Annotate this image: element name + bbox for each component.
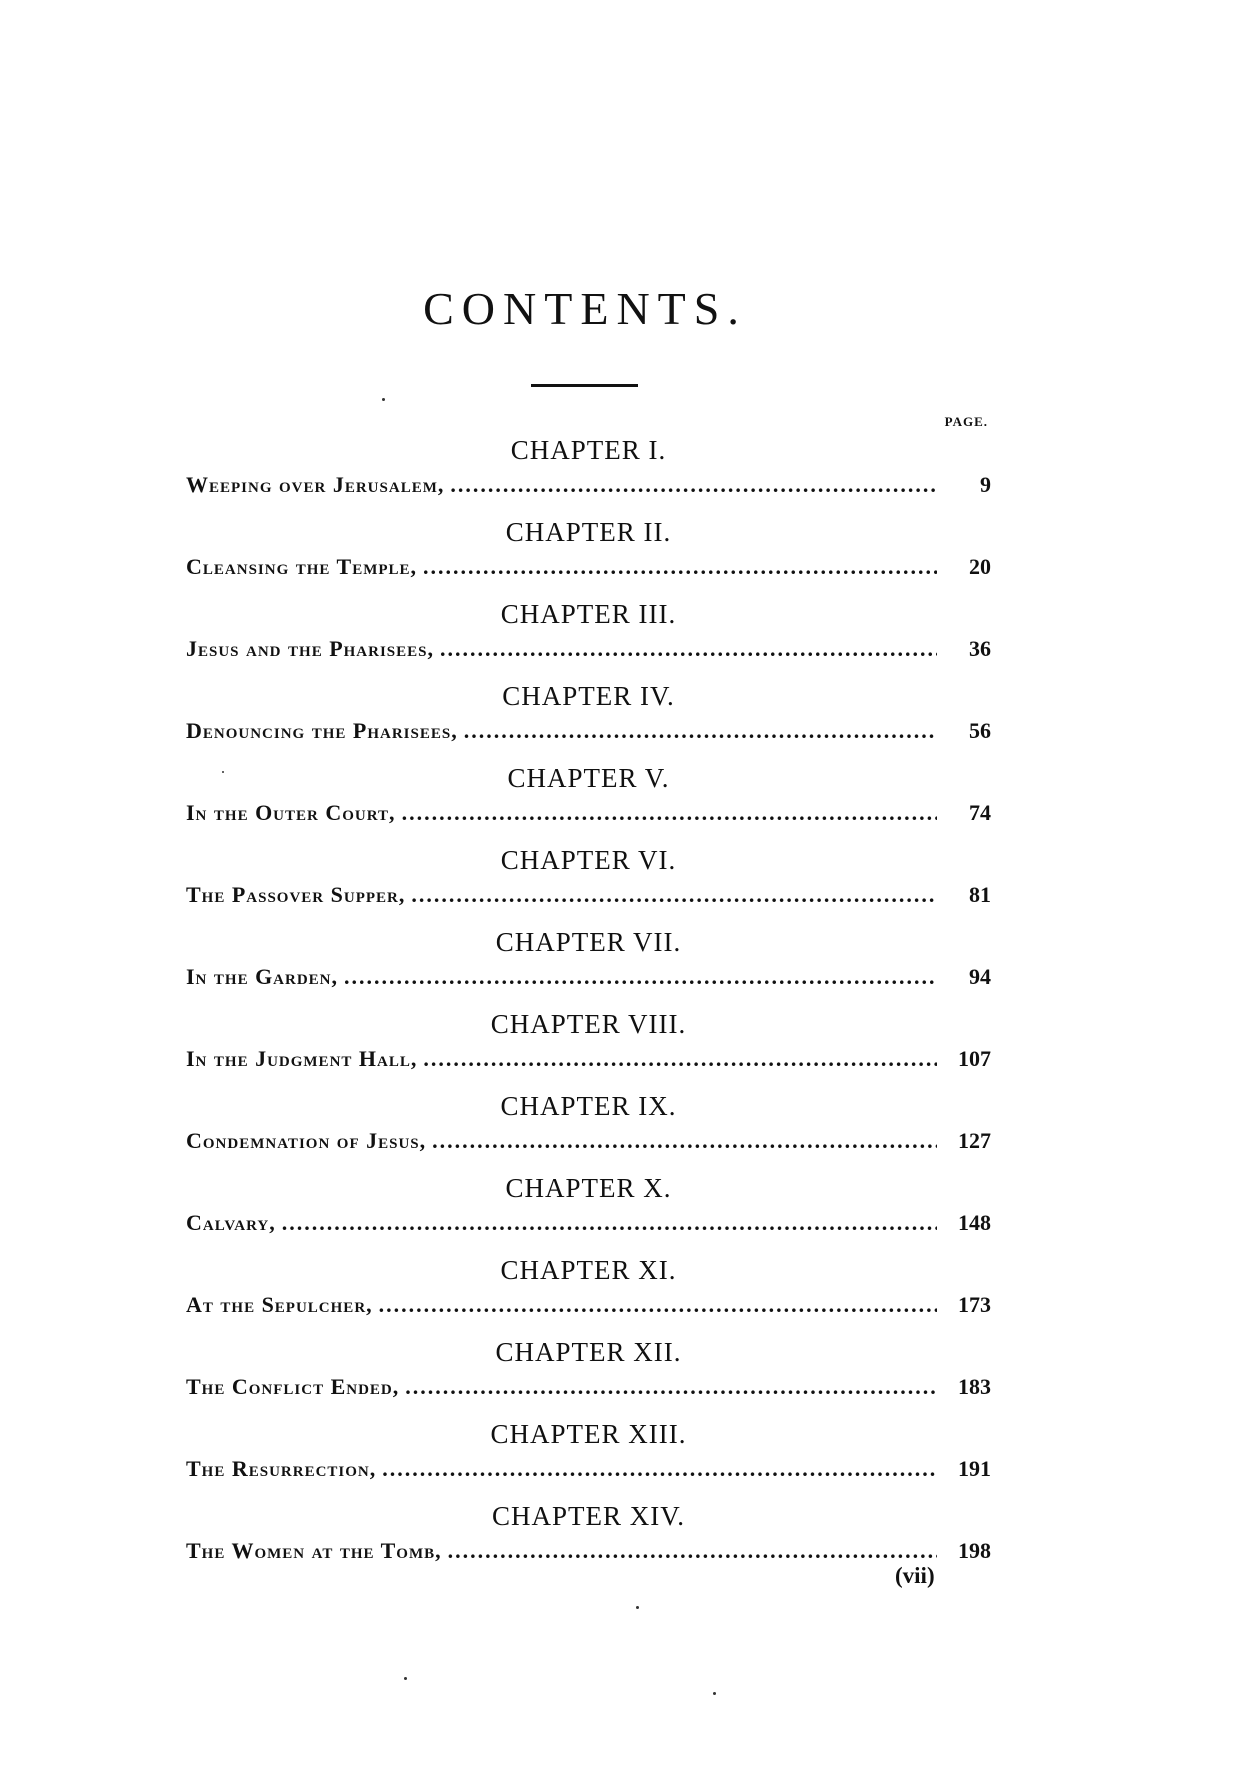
chapter-entry — [186, 1006, 991, 1088]
chapter-title: In the Outer Court, — [186, 800, 396, 825]
chapter-heading: CHAPTER IV. — [502, 681, 675, 711]
chapter-heading: CHAPTER VII. — [495, 927, 682, 957]
dot-leader — [405, 1374, 937, 1400]
toc-entry[interactable] — [186, 964, 991, 998]
dot-leader — [423, 554, 937, 580]
dot-leader — [402, 800, 937, 826]
chapter-entry — [186, 842, 991, 924]
chapter-heading: CHAPTER XIV. — [491, 1501, 686, 1531]
page-folio: (vii) — [895, 1563, 935, 1588]
toc-entry[interactable] — [186, 472, 991, 506]
chapter-page-number: 81 — [969, 882, 991, 907]
chapter-title: Condemnation of Jesus, — [186, 1128, 427, 1153]
chapter-page-number: 173 — [958, 1292, 991, 1317]
chapter-title: The Resurrection, — [186, 1456, 377, 1481]
chapter-page-number: 127 — [958, 1128, 991, 1153]
chapter-title: Cleansing the Temple, — [186, 554, 418, 579]
dot-leader — [382, 1456, 937, 1482]
chapter-heading: CHAPTER IX. — [500, 1091, 677, 1121]
dot-leader — [344, 964, 937, 990]
chapter-title: The Passover Supper, — [186, 882, 406, 907]
toc-entry[interactable] — [186, 1456, 991, 1490]
chapter-page-number: 56 — [969, 718, 991, 743]
chapter-title: Calvary, — [186, 1210, 276, 1235]
chapter-heading: CHAPTER XI. — [500, 1255, 677, 1285]
print-speck — [222, 771, 224, 773]
chapter-page-number: 198 — [958, 1538, 991, 1563]
toc-entry[interactable] — [186, 800, 991, 834]
chapter-title: The Conflict Ended, — [186, 1374, 400, 1399]
print-speck — [713, 1692, 716, 1695]
chapter-title: Weeping over Jerusalem, — [186, 472, 445, 497]
chapter-heading: CHAPTER X. — [505, 1173, 672, 1203]
chapter-entry — [186, 1334, 991, 1416]
chapter-heading: CHAPTER VI. — [500, 845, 677, 875]
chapter-heading: CHAPTER XII. — [495, 1337, 682, 1367]
chapter-entry — [186, 1498, 991, 1580]
chapter-entry — [186, 760, 991, 842]
chapter-entry — [186, 924, 991, 1006]
chapter-page-number: 74 — [969, 800, 991, 825]
chapter-heading: CHAPTER III. — [500, 599, 677, 629]
toc-entry[interactable] — [186, 882, 991, 916]
print-speck — [382, 398, 385, 401]
chapter-page-number: 183 — [958, 1374, 991, 1399]
toc-entry[interactable] — [186, 636, 991, 670]
chapter-heading: CHAPTER VIII. — [490, 1009, 687, 1039]
chapter-entry — [186, 1252, 991, 1334]
toc-entry[interactable] — [186, 1292, 991, 1326]
dot-leader — [282, 1210, 937, 1236]
dot-leader — [411, 882, 937, 908]
print-speck — [636, 1606, 639, 1609]
chapter-page-number: 107 — [958, 1046, 991, 1071]
chapter-entry — [186, 1416, 991, 1498]
chapter-page-number: 94 — [969, 964, 991, 989]
chapter-page-number: 36 — [969, 636, 991, 661]
chapter-entry — [186, 1088, 991, 1170]
dot-leader — [432, 1128, 937, 1154]
dot-leader — [450, 472, 937, 498]
dot-leader — [423, 1046, 937, 1072]
page-title: CONTENTS. — [423, 283, 747, 334]
chapter-page-number: 20 — [969, 554, 991, 579]
chapter-entry — [186, 514, 991, 596]
chapter-entry — [186, 678, 991, 760]
chapter-title: In the Garden, — [186, 964, 339, 989]
chapter-heading: CHAPTER II. — [505, 517, 672, 547]
chapter-title: Denouncing the Pharisees, — [186, 718, 458, 743]
chapter-title: Jesus and the Pharisees, — [186, 636, 434, 661]
chapter-title: At the Sepulcher, — [186, 1292, 373, 1317]
dot-leader — [379, 1292, 937, 1318]
chapter-page-number: 148 — [958, 1210, 991, 1235]
dot-leader — [464, 718, 937, 744]
chapter-heading: CHAPTER V. — [507, 763, 670, 793]
chapter-entry — [186, 432, 991, 514]
toc-entry[interactable] — [186, 718, 991, 752]
chapter-title: In the Judgment Hall, — [186, 1046, 418, 1071]
print-speck — [404, 1677, 407, 1680]
toc-entry[interactable] — [186, 1210, 991, 1244]
toc-entry[interactable] — [186, 1374, 991, 1408]
toc-entry[interactable] — [186, 554, 991, 588]
chapter-entry — [186, 596, 991, 678]
title-rule — [531, 384, 638, 387]
dot-leader — [448, 1538, 937, 1564]
dot-leader — [440, 636, 937, 662]
chapter-entry — [186, 1170, 991, 1252]
chapter-page-number: 191 — [958, 1456, 991, 1481]
table-of-contents — [186, 432, 991, 1580]
chapter-heading: CHAPTER I. — [510, 435, 667, 465]
chapter-heading: CHAPTER XIII. — [490, 1419, 687, 1449]
toc-entry[interactable] — [186, 1046, 991, 1080]
toc-entry[interactable] — [186, 1128, 991, 1162]
toc-entry[interactable] — [186, 1538, 991, 1572]
chapter-page-number: 9 — [980, 472, 991, 497]
page-column-label: PAGE. — [944, 414, 988, 429]
chapter-title: The Women at the Tomb, — [186, 1538, 442, 1563]
